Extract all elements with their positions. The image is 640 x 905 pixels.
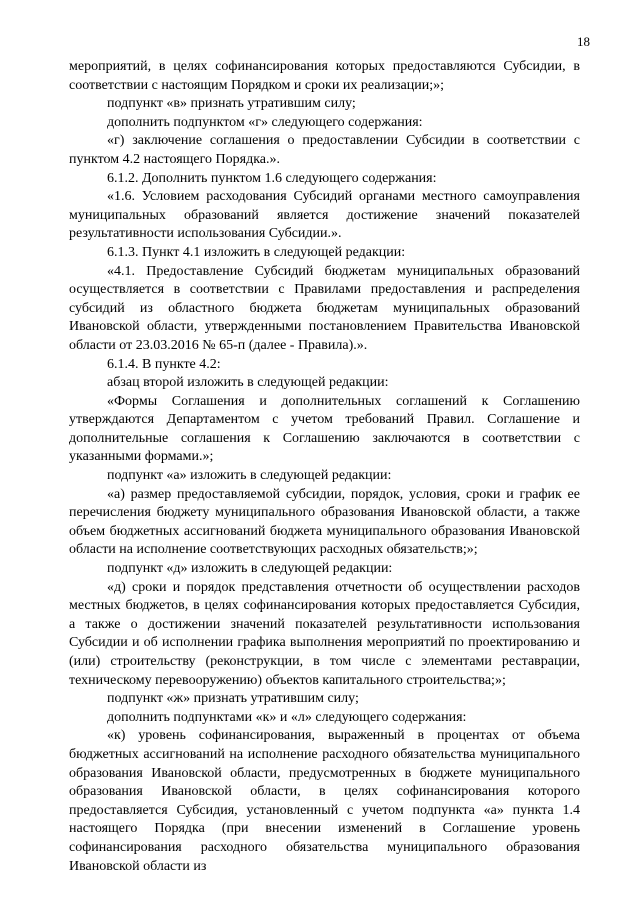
paragraph: абзац второй изложить в следующей редакции: bbox=[107, 375, 389, 391]
paragraph: «д) сроки и порядок представления отчетности об осуществлении расходов местных бюджетов, в целях софинансирования которых предоставляется Субсидия, а также о достижении значений показателей результативности использования Субсидии и об исполнении графика выполнения мероприятий по проектированию и (или) строительству (реконструкции, в том числе с элементами реставрации, техническому перевооружению) объектов капитального строительства;»; bbox=[69, 579, 580, 688]
paragraph: дополнить подпунктом «г» следующего содержания: bbox=[107, 114, 423, 130]
paragraph: «Формы Соглашения и дополнительных соглашений к Соглашению утверждаются Департаментом с учетом требований Правил. Соглашение и дополнительные соглашения к Соглашению заключаются в соответствии с указанными формами.»; bbox=[69, 393, 580, 465]
page-number: 18 bbox=[577, 34, 590, 49]
paragraph: дополнить подпунктами «к» и «л» следующего содержания: bbox=[107, 709, 467, 725]
paragraph: подпункт «д» изложить в следующей редакции: bbox=[107, 561, 393, 577]
paragraph: мероприятий, в целях софинансирования которых предоставляются Субсидии, в соответствии с настоящим Порядком и сроки их реализации;»; bbox=[69, 59, 580, 93]
paragraph: 6.1.3. Пункт 4.1 изложить в следующей редакции: bbox=[107, 244, 406, 260]
paragraph: «к) уровень софинансирования, выраженный в процентах от объема бюджетных ассигнований на исполнение расходного обязательства муниципального образования Ивановской области, предусмотренных в бюджете муниципального образования Ивановской области, в целях софинансирования которого предоставляется Субсидия, установленный с учетом подпункта «а» пункта 1.4 настоящего Порядка (при внесении изменений в Соглашение уровень софинансирования расходного обязательства муниципального образования Ивановской области из bbox=[69, 728, 580, 874]
paragraph: 6.1.4. В пункте 4.2: bbox=[107, 356, 221, 372]
paragraph: «1.6. Условием расходования Субсидий органами местного самоуправления муниципальных образований является достижение значений показателей результативности использования Субсидии.». bbox=[69, 189, 580, 242]
paragraph: «г) заключение соглашения о предоставлении Субсидии в соответствии с пунктом 4.2 настоящего Порядка.». bbox=[69, 133, 580, 167]
paragraph: подпункт «а» изложить в следующей редакции: bbox=[107, 468, 392, 484]
paragraph: «а) размер предоставляемой субсидии, порядок, условия, сроки и график ее перечисления бюджету муниципального образования Ивановской области, а также объем бюджетных ассигнований бюджета муниципального образования Ивановской области на исполнение соответствующих расходных обязательств;»; bbox=[69, 486, 580, 558]
paragraph: подпункт «ж» признать утратившим силу; bbox=[107, 691, 359, 707]
paragraph: «4.1. Предоставление Субсидий бюджетам муниципальных образований осуществляется в соответствии с Правилами предоставления и распределения субсидий из областного бюджета бюджетам муниципальных образований Ивановской области, утвержденными постановлением Правительства Ивановской области от 23.03.2016 № 65-п (далее - Правила).». bbox=[69, 263, 580, 353]
paragraph: 6.1.2. Дополнить пунктом 1.6 следующего содержания: bbox=[107, 170, 437, 186]
paragraph: подпункт «в» признать утратившим силу; bbox=[107, 96, 356, 112]
document-body bbox=[69, 58, 580, 876]
